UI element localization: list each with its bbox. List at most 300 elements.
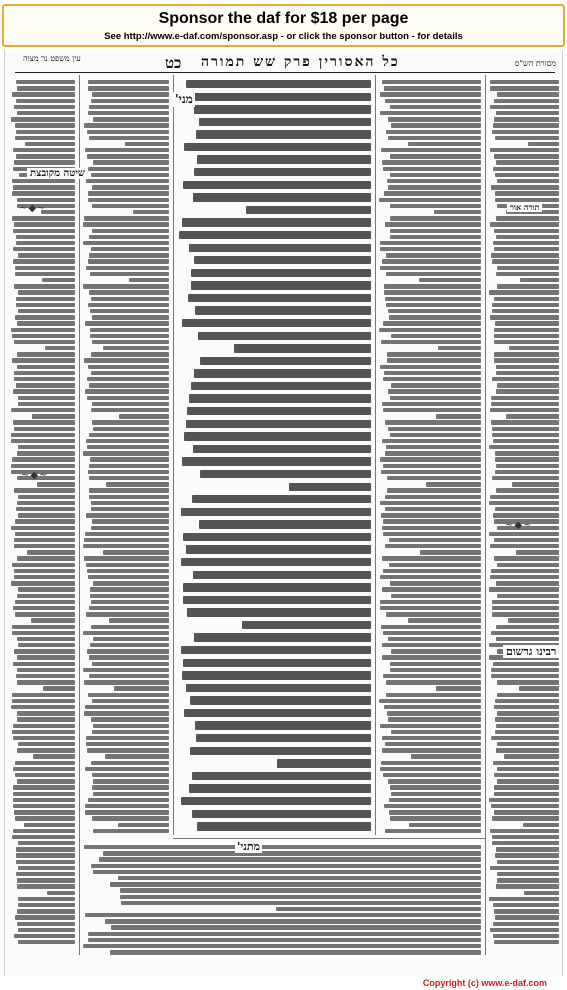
text-line bbox=[388, 427, 481, 431]
text-line bbox=[190, 696, 371, 704]
text-line bbox=[492, 130, 559, 134]
text-line bbox=[17, 878, 75, 882]
text-line bbox=[386, 680, 481, 684]
text-line bbox=[289, 483, 371, 491]
text-line bbox=[16, 297, 75, 301]
text-line bbox=[92, 420, 169, 424]
text-line bbox=[504, 754, 559, 758]
text-line bbox=[382, 587, 481, 591]
commentary-column-right bbox=[379, 80, 481, 835]
ein-mishpat-label: עין משפט נר מצוה bbox=[23, 54, 81, 63]
text-line bbox=[493, 123, 559, 127]
text-line bbox=[187, 608, 371, 616]
text-line bbox=[489, 798, 559, 802]
text-line bbox=[384, 290, 481, 294]
text-line bbox=[387, 488, 481, 492]
text-line bbox=[90, 594, 169, 598]
text-line bbox=[390, 662, 481, 666]
text-line bbox=[524, 891, 559, 895]
text-line bbox=[109, 618, 169, 622]
text-line bbox=[85, 389, 169, 393]
text-line bbox=[496, 365, 559, 369]
text-line bbox=[93, 581, 169, 585]
text-line bbox=[13, 829, 75, 833]
text-line bbox=[11, 705, 75, 709]
text-line bbox=[495, 699, 559, 703]
masoret-hashas-label: מסורת הש"ס bbox=[514, 59, 556, 68]
text-line bbox=[91, 247, 169, 251]
text-line bbox=[493, 241, 559, 245]
text-line bbox=[83, 222, 169, 226]
text-line bbox=[491, 420, 559, 424]
text-line bbox=[12, 693, 75, 697]
text-line bbox=[497, 711, 559, 715]
text-line bbox=[390, 173, 481, 177]
text-line bbox=[85, 705, 169, 709]
text-line bbox=[490, 148, 559, 152]
text-line bbox=[92, 204, 169, 208]
text-line bbox=[88, 167, 169, 171]
text-line bbox=[89, 476, 169, 480]
banner-title[interactable]: Sponsor the daf for $18 per page bbox=[158, 10, 409, 27]
text-line bbox=[16, 130, 75, 134]
banner-subtitle[interactable]: See http://www.e-daf.com/sponsor.asp - or click the sponsor button - for details bbox=[104, 31, 463, 42]
text-line bbox=[380, 575, 481, 579]
text-line bbox=[12, 92, 75, 96]
text-line bbox=[494, 99, 559, 103]
text-line bbox=[490, 866, 559, 870]
text-line bbox=[383, 773, 481, 777]
text-line bbox=[15, 773, 75, 777]
text-line bbox=[91, 371, 169, 375]
sponsor-banner[interactable] bbox=[2, 4, 565, 47]
text-line bbox=[91, 625, 169, 629]
text-line bbox=[390, 433, 481, 437]
text-line bbox=[14, 105, 75, 109]
text-line bbox=[14, 377, 75, 381]
text-line bbox=[87, 377, 169, 381]
text-line bbox=[129, 278, 169, 282]
text-line bbox=[12, 191, 75, 195]
text-line bbox=[385, 742, 481, 746]
text-line bbox=[380, 92, 481, 96]
text-line bbox=[90, 643, 169, 647]
text-line bbox=[84, 358, 169, 362]
text-line bbox=[184, 143, 371, 151]
text-line bbox=[13, 229, 75, 233]
text-line bbox=[15, 519, 75, 523]
text-line bbox=[493, 761, 559, 765]
text-line bbox=[387, 358, 481, 362]
text-line bbox=[17, 321, 75, 325]
text-line bbox=[15, 532, 75, 536]
text-line bbox=[93, 637, 169, 641]
text-line bbox=[16, 507, 75, 511]
text-line bbox=[380, 266, 481, 270]
text-line bbox=[16, 235, 75, 239]
text-line bbox=[89, 290, 169, 294]
text-line bbox=[489, 532, 559, 536]
text-line bbox=[91, 99, 169, 103]
text-line bbox=[234, 344, 371, 352]
text-line bbox=[408, 142, 481, 146]
text-line bbox=[120, 895, 481, 899]
text-line bbox=[11, 526, 75, 530]
text-line bbox=[83, 631, 169, 635]
text-line bbox=[88, 259, 169, 263]
text-line bbox=[47, 891, 75, 895]
text-line bbox=[187, 407, 371, 415]
text-line bbox=[14, 222, 75, 226]
text-line bbox=[385, 507, 481, 511]
text-line bbox=[408, 618, 481, 622]
text-line bbox=[184, 432, 371, 440]
text-line bbox=[13, 804, 75, 808]
text-line bbox=[11, 117, 75, 121]
text-line bbox=[89, 655, 169, 659]
text-line bbox=[491, 396, 559, 400]
text-line bbox=[497, 693, 559, 697]
text-line bbox=[382, 402, 481, 406]
text-line bbox=[384, 804, 481, 808]
text-line bbox=[17, 680, 75, 684]
text-line bbox=[92, 730, 169, 734]
text-line bbox=[11, 464, 75, 468]
text-line bbox=[18, 643, 75, 647]
text-line bbox=[387, 352, 481, 356]
text-line bbox=[382, 439, 481, 443]
column-divider bbox=[173, 75, 174, 835]
text-line bbox=[497, 860, 559, 864]
section-heading-left: שיטה מקובצת bbox=[27, 168, 88, 179]
text-line bbox=[17, 922, 75, 926]
text-line bbox=[121, 901, 481, 905]
text-line bbox=[192, 772, 371, 780]
text-line bbox=[506, 414, 559, 418]
text-line bbox=[89, 433, 169, 437]
text-line bbox=[13, 798, 75, 802]
text-line bbox=[18, 495, 75, 499]
text-line bbox=[490, 829, 559, 833]
text-line bbox=[110, 950, 481, 954]
text-line bbox=[490, 222, 559, 226]
text-line bbox=[496, 748, 559, 752]
text-line bbox=[14, 538, 75, 542]
text-line bbox=[33, 754, 75, 758]
text-line bbox=[17, 198, 75, 202]
text-line bbox=[18, 866, 75, 870]
text-line bbox=[85, 804, 169, 808]
text-line bbox=[391, 649, 481, 653]
text-line bbox=[88, 693, 169, 697]
text-line bbox=[192, 810, 371, 818]
text-line bbox=[16, 303, 75, 307]
text-line bbox=[89, 235, 169, 239]
text-line bbox=[199, 118, 371, 126]
text-line bbox=[497, 383, 559, 387]
text-line bbox=[84, 711, 169, 715]
text-line bbox=[84, 538, 169, 542]
text-line bbox=[92, 519, 169, 523]
text-line bbox=[493, 662, 559, 666]
text-line bbox=[16, 872, 75, 876]
text-line bbox=[91, 864, 481, 868]
text-line bbox=[181, 558, 371, 566]
text-line bbox=[382, 643, 481, 647]
text-line bbox=[382, 80, 481, 84]
text-line bbox=[496, 111, 559, 115]
text-line bbox=[86, 563, 169, 567]
text-line bbox=[384, 371, 481, 375]
text-line bbox=[489, 445, 559, 449]
text-line bbox=[16, 99, 75, 103]
text-line bbox=[191, 382, 371, 390]
text-line bbox=[17, 594, 75, 598]
text-line bbox=[383, 464, 481, 468]
text-line bbox=[16, 154, 75, 158]
text-line bbox=[13, 792, 75, 796]
text-line bbox=[91, 717, 169, 721]
text-line bbox=[380, 241, 481, 245]
text-line bbox=[85, 321, 169, 325]
text-line bbox=[91, 600, 169, 604]
text-line bbox=[88, 798, 169, 802]
text-line bbox=[491, 569, 559, 573]
text-line bbox=[385, 297, 481, 301]
text-line bbox=[519, 686, 559, 690]
text-line bbox=[382, 160, 481, 164]
text-line bbox=[496, 724, 559, 728]
text-line bbox=[497, 284, 559, 288]
text-line bbox=[382, 556, 481, 560]
text-line bbox=[83, 241, 169, 245]
text-line bbox=[388, 637, 481, 641]
text-line bbox=[87, 569, 169, 573]
text-line bbox=[385, 495, 481, 499]
text-line bbox=[133, 210, 169, 214]
text-line bbox=[90, 328, 169, 332]
text-line bbox=[497, 742, 559, 746]
text-line bbox=[18, 587, 75, 591]
text-line bbox=[385, 222, 481, 226]
text-line bbox=[11, 581, 75, 585]
text-line bbox=[14, 575, 75, 579]
text-line bbox=[389, 810, 481, 814]
text-line bbox=[182, 319, 371, 327]
text-line bbox=[491, 668, 559, 672]
text-line bbox=[387, 476, 481, 480]
text-line bbox=[494, 328, 559, 332]
text-line bbox=[90, 272, 169, 276]
text-line bbox=[92, 662, 169, 666]
text-line bbox=[11, 328, 75, 332]
text-line bbox=[25, 142, 75, 146]
text-line bbox=[490, 105, 559, 109]
text-line bbox=[12, 625, 75, 629]
text-line bbox=[491, 185, 559, 189]
text-line bbox=[194, 256, 371, 264]
text-line bbox=[495, 507, 559, 511]
text-line bbox=[13, 389, 75, 393]
text-line bbox=[489, 587, 559, 591]
text-line bbox=[91, 297, 169, 301]
text-line bbox=[190, 747, 371, 755]
text-line bbox=[183, 533, 371, 541]
text-line bbox=[386, 272, 481, 276]
text-line bbox=[388, 117, 481, 121]
header-rule bbox=[15, 72, 555, 73]
text-line bbox=[91, 526, 169, 530]
text-line bbox=[18, 897, 75, 901]
text-line bbox=[13, 785, 75, 789]
text-line bbox=[380, 247, 481, 251]
text-line bbox=[383, 377, 481, 381]
text-line bbox=[381, 340, 481, 344]
text-line bbox=[276, 907, 481, 911]
text-line bbox=[246, 206, 371, 214]
text-line bbox=[15, 816, 75, 820]
text-line bbox=[492, 427, 559, 431]
text-line bbox=[179, 231, 371, 239]
text-line bbox=[490, 86, 559, 90]
text-line bbox=[16, 674, 75, 678]
text-line bbox=[491, 631, 559, 635]
text-line bbox=[381, 470, 481, 474]
text-line bbox=[196, 734, 371, 742]
text-line bbox=[114, 686, 169, 690]
text-line bbox=[91, 507, 169, 511]
text-line bbox=[495, 136, 559, 140]
text-line bbox=[14, 488, 75, 492]
text-line bbox=[11, 433, 75, 437]
text-line bbox=[436, 686, 481, 690]
text-line bbox=[379, 699, 481, 703]
text-line bbox=[87, 445, 169, 449]
text-line bbox=[86, 513, 169, 517]
text-line bbox=[492, 377, 559, 381]
text-line bbox=[390, 668, 481, 672]
text-line bbox=[15, 600, 75, 604]
text-line bbox=[194, 369, 371, 377]
text-line bbox=[83, 944, 481, 948]
text-line bbox=[87, 154, 169, 158]
text-line bbox=[18, 253, 75, 257]
text-line bbox=[87, 649, 169, 653]
text-line bbox=[383, 631, 481, 635]
text-line bbox=[386, 253, 481, 257]
text-line bbox=[17, 501, 75, 505]
text-line bbox=[382, 259, 481, 263]
text-line bbox=[384, 191, 481, 195]
text-line bbox=[106, 482, 169, 486]
text-line bbox=[88, 365, 169, 369]
text-line bbox=[13, 724, 75, 728]
text-line bbox=[32, 414, 75, 418]
text-line bbox=[17, 451, 75, 455]
text-line bbox=[110, 882, 481, 886]
text-line bbox=[490, 544, 559, 548]
text-line bbox=[86, 742, 169, 746]
text-line bbox=[93, 870, 481, 874]
text-line bbox=[16, 241, 75, 245]
text-line bbox=[497, 563, 559, 567]
text-line bbox=[409, 823, 481, 827]
text-line bbox=[495, 470, 559, 474]
text-line bbox=[495, 321, 559, 325]
text-line bbox=[84, 845, 481, 849]
text-line bbox=[188, 294, 371, 302]
text-line bbox=[490, 928, 559, 932]
text-line bbox=[15, 915, 75, 919]
text-line bbox=[382, 655, 481, 659]
text-line bbox=[385, 99, 481, 103]
text-line bbox=[89, 488, 169, 492]
mishnah-marker: מתני' bbox=[237, 840, 261, 853]
text-line bbox=[16, 383, 75, 387]
text-line bbox=[15, 123, 75, 127]
text-line bbox=[495, 191, 559, 195]
text-line bbox=[181, 508, 371, 516]
text-line bbox=[386, 693, 481, 697]
text-line bbox=[489, 897, 559, 901]
text-line bbox=[509, 346, 559, 350]
text-line bbox=[186, 684, 371, 692]
text-line bbox=[383, 408, 481, 412]
text-line bbox=[389, 563, 481, 567]
text-line bbox=[89, 136, 169, 140]
text-line bbox=[18, 445, 75, 449]
text-line bbox=[512, 482, 559, 486]
text-line bbox=[493, 513, 559, 517]
text-line bbox=[24, 823, 75, 827]
text-line bbox=[496, 389, 559, 393]
text-line bbox=[91, 173, 169, 177]
text-line bbox=[495, 915, 559, 919]
text-line bbox=[494, 940, 559, 944]
text-line bbox=[111, 925, 481, 929]
text-line bbox=[89, 105, 169, 109]
text-line bbox=[12, 457, 75, 461]
text-line bbox=[385, 829, 481, 833]
text-line bbox=[12, 835, 75, 839]
text-line bbox=[388, 717, 481, 721]
text-line bbox=[497, 872, 559, 876]
text-line bbox=[16, 847, 75, 851]
text-line bbox=[83, 544, 169, 548]
text-line bbox=[13, 148, 75, 152]
text-line bbox=[497, 779, 559, 783]
text-line bbox=[87, 748, 169, 752]
copyright-link[interactable]: Copyright (c) www.e-daf.com bbox=[422, 978, 547, 988]
text-line bbox=[496, 625, 559, 629]
text-line bbox=[383, 569, 481, 573]
text-line bbox=[496, 160, 559, 164]
text-line bbox=[490, 80, 559, 84]
text-line bbox=[380, 457, 481, 461]
ornament-divider: ~◆~ bbox=[505, 520, 533, 531]
text-line bbox=[91, 352, 169, 356]
text-line bbox=[92, 773, 169, 777]
text-line bbox=[492, 612, 559, 616]
text-line bbox=[379, 328, 481, 332]
column-divider bbox=[79, 75, 80, 955]
text-line bbox=[380, 724, 481, 728]
text-line bbox=[12, 179, 75, 183]
ornament-divider: ~◆~ bbox=[19, 203, 47, 214]
text-line bbox=[192, 495, 371, 503]
text-line bbox=[88, 303, 169, 307]
text-line bbox=[13, 259, 75, 263]
